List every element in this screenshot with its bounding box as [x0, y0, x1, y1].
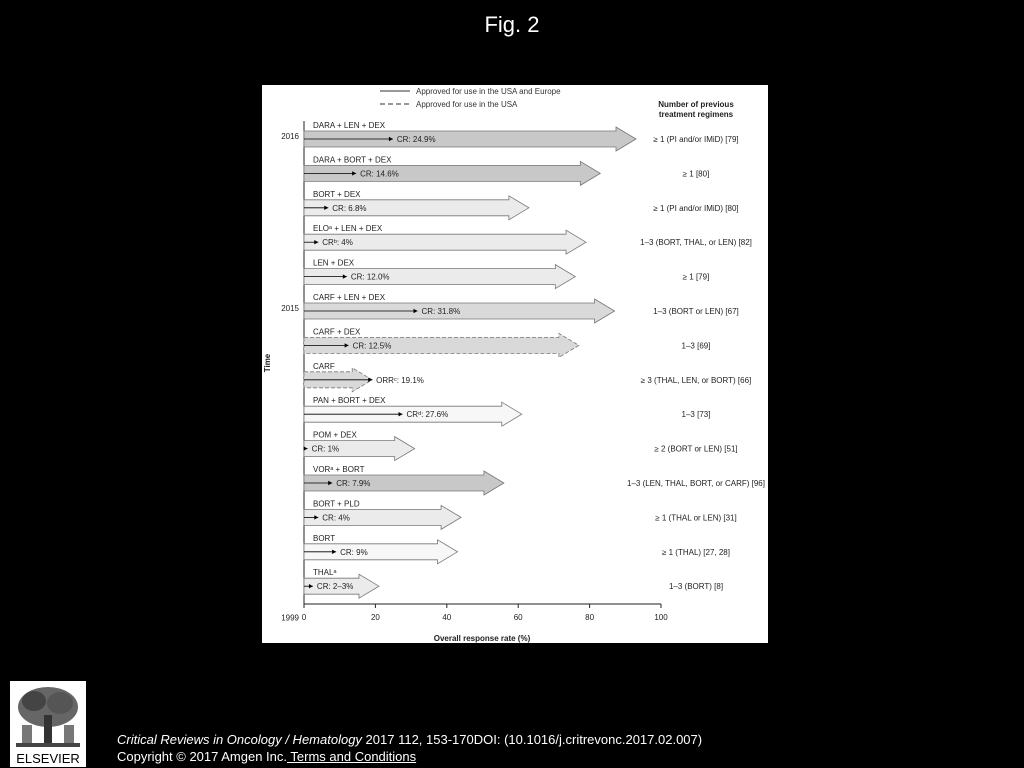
- prior-regimens-label: ≥ 2 (BORT or LEN) [51]: [654, 444, 738, 454]
- copyright-text: Copyright © 2017 Amgen Inc.: [117, 749, 288, 764]
- right-header-line-2: treatment regimens: [658, 110, 734, 119]
- orr-timeline-chart: [262, 85, 768, 643]
- chart-legend: [380, 87, 561, 109]
- regimen-row: [304, 327, 710, 357]
- regimen-label: PAN + BORT + DEX: [313, 396, 386, 406]
- x-tick-label: 100: [654, 613, 668, 622]
- y-axis-title: Time: [263, 353, 272, 373]
- regimen-label: CARF: [313, 361, 335, 371]
- citation: [117, 731, 702, 765]
- x-tick-label: 60: [513, 613, 523, 622]
- cr-label: CRᵇ: 4%: [322, 238, 353, 248]
- prior-regimens-label: ≥ 1 (THAL or LEN) [31]: [655, 513, 737, 523]
- legend-label-dashed: Approved for use in the USA: [416, 100, 518, 109]
- prior-regimens-label: ≥ 3 (THAL, LEN, or BORT) [66]: [640, 375, 752, 385]
- regimen-label: DARA + BORT + DEX: [313, 155, 392, 165]
- elsevier-logo: [10, 681, 86, 767]
- elsevier-logo-text: ELSEVIER: [16, 751, 80, 766]
- time-label: 2016: [281, 132, 299, 141]
- right-header-line-1: Number of previous: [658, 100, 734, 109]
- regimen-row: [304, 224, 752, 254]
- prior-regimens-label: ≥ 1 (PI and/or IMiD) [80]: [653, 203, 739, 213]
- regimen-row: [304, 259, 709, 289]
- prior-regimens-label: 1–3 (LEN, THAL, BORT, or CARF) [96]: [627, 479, 765, 488]
- cr-label: CR: 1%: [311, 444, 340, 454]
- regimen-label: LEN + DEX: [313, 258, 355, 268]
- x-tick-label: 20: [370, 613, 380, 622]
- regimen-label: BORT + DEX: [313, 189, 361, 199]
- regimen-row: [304, 362, 751, 392]
- regimen-row: [304, 465, 765, 495]
- prior-regimens-label: 1–3 (BORT, THAL, or LEN) [82]: [640, 238, 752, 248]
- cr-label: CR: 14.6%: [360, 169, 399, 179]
- journal-name: Critical Reviews in Oncology / Hematology: [117, 732, 362, 747]
- cr-label: CR: 12.0%: [350, 272, 390, 282]
- slide-title: Fig. 2: [484, 12, 540, 37]
- cr-label: CR: 7.9%: [336, 479, 371, 488]
- time-label: 2015: [281, 304, 299, 313]
- x-tick-label: 0: [301, 613, 307, 622]
- legend-label-solid: Approved for use in the USA and Europe: [416, 87, 561, 96]
- regimen-label: DARA + LEN + DEX: [313, 121, 386, 130]
- regimen-label: BORT: [313, 533, 336, 543]
- cr-label: CR: 12.5%: [352, 341, 392, 351]
- x-axis-ticks: [302, 604, 668, 622]
- x-tick-label: 80: [585, 613, 595, 622]
- prior-regimens-label: ≥ 1 (PI and/or IMiD) [79]: [653, 135, 739, 144]
- prior-regimens-label: 1–3 (BORT or LEN) [67]: [653, 307, 739, 316]
- time-label: 1999: [281, 613, 299, 623]
- regimen-label: VORᵃ + BORT: [313, 465, 365, 474]
- regimen-row: [304, 534, 730, 564]
- regimen-row: [304, 121, 739, 151]
- citation-details: 2017 112, 153-170DOI: (10.1016/j.critrevonc.2017.02.007): [361, 732, 703, 747]
- regimen-row: [304, 190, 739, 220]
- regimen-label: ELOᵃ + LEN + DEX: [313, 224, 383, 234]
- cr-label: CR: 2–3%: [316, 582, 354, 592]
- regimen-label: POM + DEX: [313, 430, 357, 440]
- regimen-row: [304, 499, 737, 529]
- regimen-row: [304, 293, 739, 323]
- response-arrow: [304, 471, 504, 495]
- cr-label: CR: 9%: [340, 547, 368, 557]
- cr-label: CRᵈ: 27.6%: [406, 410, 449, 420]
- regimen-row: [304, 431, 738, 461]
- cr-label: CR: 4%: [322, 513, 350, 523]
- regimen-label: BORT + PLD: [313, 499, 360, 509]
- prior-regimens-label: 1–3 [69]: [681, 341, 711, 351]
- regimen-row: [304, 155, 709, 185]
- regimen-label: CARF + LEN + DEX: [313, 293, 386, 302]
- time-labels: [281, 132, 299, 623]
- elsevier-tree-icon: [16, 687, 80, 747]
- x-tick-label: 40: [442, 613, 452, 622]
- prior-regimens-label: 1–3 (BORT) [8]: [668, 582, 724, 592]
- prior-regimens-label: 1–3 [73]: [681, 410, 711, 420]
- terms-and-conditions-link[interactable]: Terms and Conditions: [287, 749, 417, 764]
- regimen-label: THALᵃ: [313, 568, 337, 578]
- x-axis-title: Overall response rate (%): [433, 634, 531, 643]
- regimen-label: CARF + DEX: [313, 327, 361, 337]
- regimen-row: [304, 568, 723, 598]
- regimen-row: [304, 396, 710, 426]
- prior-regimens-label: ≥ 1 (THAL) [27, 28]: [662, 547, 730, 557]
- prior-regimens-label: ≥ 1 [79]: [682, 272, 710, 282]
- cr-label: CR: 31.8%: [421, 307, 461, 316]
- figure-panel: [262, 85, 768, 643]
- regimen-rows: [304, 121, 765, 598]
- prior-regimens-label: ≥ 1 [80]: [682, 169, 710, 179]
- cr-label: CR: 6.8%: [332, 203, 367, 213]
- cr-label: ORRᶜ: 19.1%: [376, 375, 424, 385]
- cr-label: CR: 24.9%: [396, 135, 436, 144]
